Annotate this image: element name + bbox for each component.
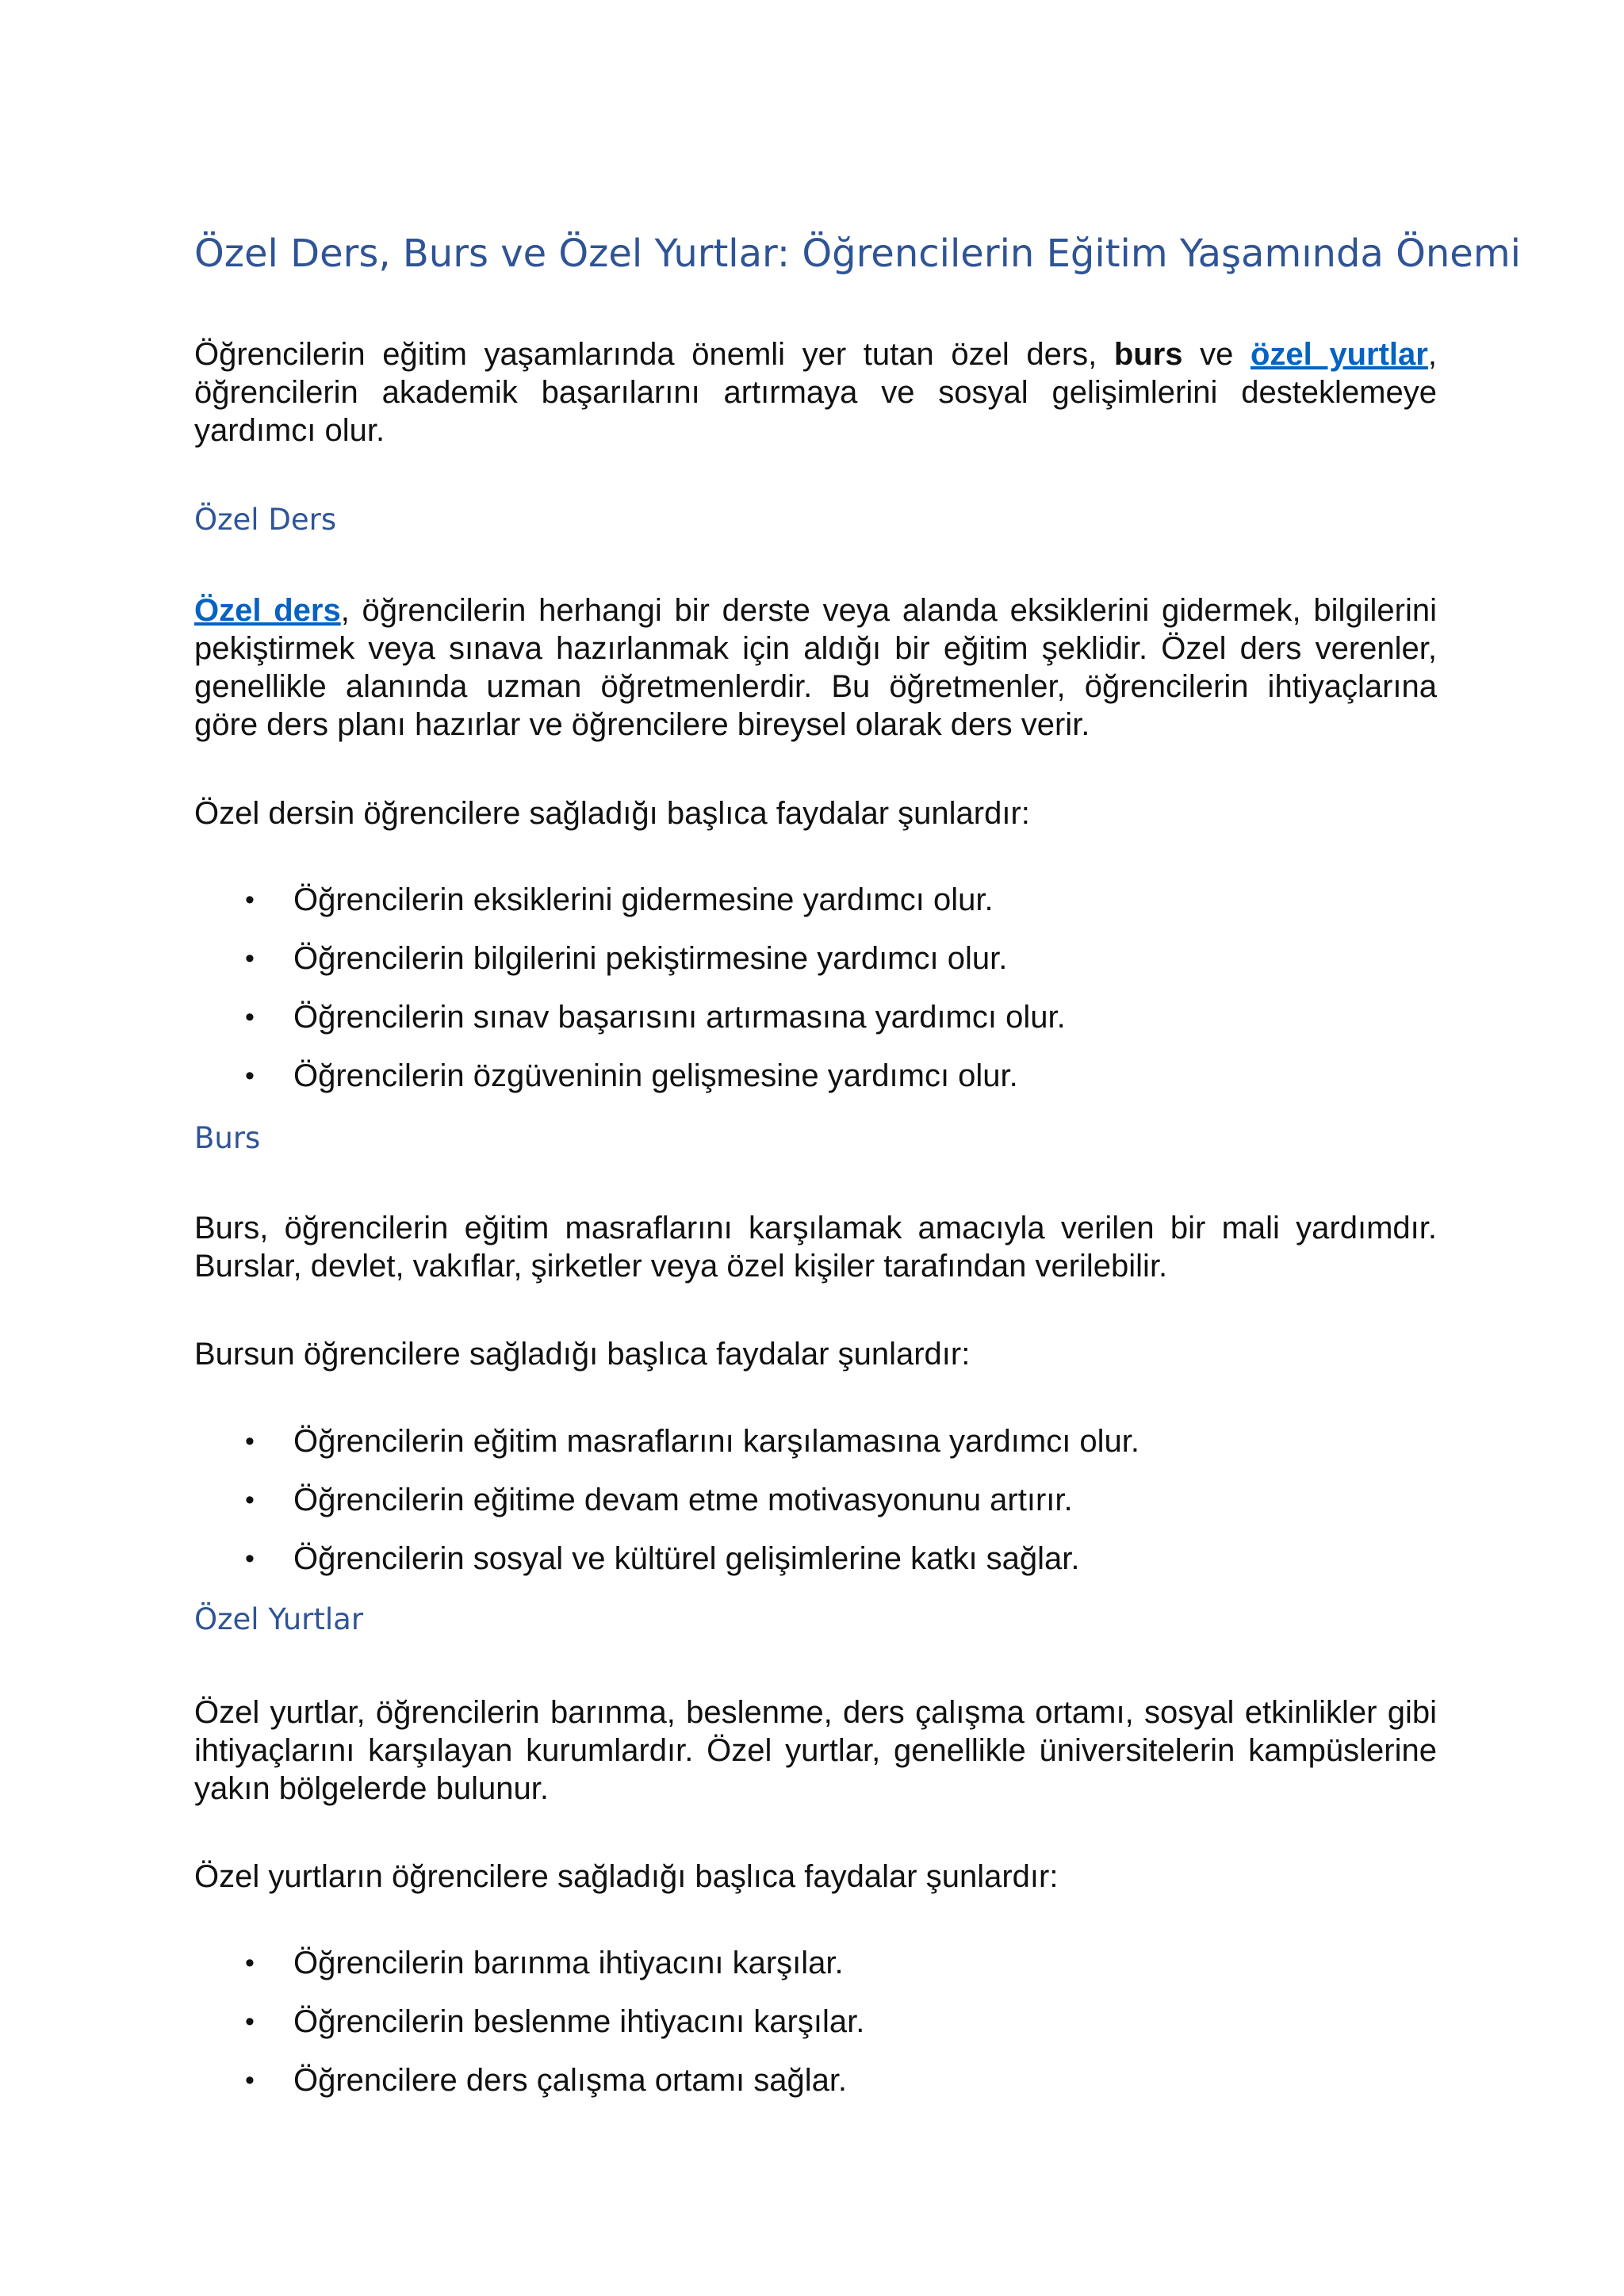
list-item-text: Öğrencilerin eksiklerini gidermesine yardımcı olur. (293, 882, 994, 917)
bullet-icon: • (245, 1544, 255, 1574)
list-item (194, 2061, 1437, 2120)
page-title: Özel Ders, Burs ve Özel Yurtlar: Öğrencilerin Eğitim Yaşamında Önemi (194, 232, 1521, 276)
intro-text-3: , öğrencilerin akademik başarılarını artırmaya ve sosyal gelişimlerini desteklemeye yardımcı olur. (194, 337, 1437, 448)
bullet-icon: • (245, 2065, 255, 2095)
list-item (194, 998, 1437, 1057)
list-item (194, 1944, 1437, 2003)
bullet-icon: • (245, 1426, 255, 1456)
bullet-icon: • (245, 943, 255, 974)
heading-ozel-ders: Özel Ders (194, 503, 337, 537)
intro-text-1: Öğrencilerin eğitim yaşamlarında önemli yer tutan özel ders, (194, 337, 1114, 372)
list-item (194, 1422, 1437, 1481)
ozel-yurtlar-link[interactable]: özel yurtlar (1250, 337, 1428, 372)
list-item (194, 881, 1437, 939)
intro-paragraph (194, 335, 1437, 450)
list-item (194, 2003, 1437, 2061)
ozel-ders-benefits-list (194, 881, 1437, 1115)
list-item (194, 1540, 1437, 1598)
list-item-text: Öğrencilerin özgüveninin gelişmesine yardımcı olur. (293, 1058, 1018, 1093)
ozel-ders-paragraph (194, 591, 1437, 744)
ozel-yurtlar-lead: Özel yurtların öğrencilere sağladığı başlıca faydalar şunlardır: (194, 1859, 1059, 1894)
bullet-icon: • (245, 1002, 255, 1032)
list-item-text: Öğrencilerin beslenme ihtiyacını karşılar. (293, 2004, 865, 2039)
list-item (194, 1057, 1437, 1115)
burs-paragraph: Burs, öğrencilerin eğitim masraflarını karşılamak amacıyla verilen bir mali yardımdır. Burslar, devlet, vakıflar, şirketler veya özel kişiler tarafından verilebilir. (194, 1211, 1437, 1284)
heading-burs: Burs (194, 1121, 261, 1155)
bullet-icon: • (245, 885, 255, 915)
ozel-ders-text: , öğrencilerin herhangi bir derste veya alanda eksiklerini gidermek, bilgilerini pekiştirmek veya sınava hazırlanmak için aldığı bir eğitim şeklidir. Özel ders verenler, genellikle alanında uzman öğretmenlerdir. Bu öğretmenler, öğrencilerin ihtiyaçlarına göre ders planı hazırlar ve öğrencilere bireysel olarak ders verir. (194, 593, 1437, 742)
ozel-ders-link[interactable]: Özel ders (194, 593, 341, 628)
burs-lead: Bursun öğrencilere sağladığı başlıca faydalar şunlardır: (194, 1337, 971, 1372)
intro-bold-burs: burs (1113, 337, 1183, 372)
ozel-ders-lead: Özel dersin öğrencilere sağladığı başlıca faydalar şunlardır: (194, 796, 1030, 831)
list-item-text: Öğrencilerin bilgilerini pekiştirmesine yardımcı olur. (293, 941, 1008, 976)
ozel-yurtlar-paragraph: Özel yurtlar, öğrencilerin barınma, beslenme, ders çalışma ortamı, sosyal etkinlikler gibi ihtiyaçlarını karşılayan kurumlardır. Özel yurtlar, genellikle üniversitelerin kampüslerine yakın bölgelerde bulunur. (194, 1695, 1437, 1806)
intro-text-2: ve (1182, 337, 1251, 372)
list-item-text: Öğrencilerin sınav başarısını artırmasına yardımcı olur. (293, 1000, 1066, 1035)
list-item-text: Öğrencilerin barınma ihtiyacını karşılar. (293, 1946, 844, 1980)
list-item (194, 939, 1437, 998)
bullet-icon: • (245, 1485, 255, 1515)
list-item-text: Öğrencilerin sosyal ve kültürel gelişimlerine katkı sağlar. (293, 1541, 1080, 1576)
list-item (194, 1481, 1437, 1540)
heading-ozel-yurtlar: Özel Yurtlar (194, 1602, 364, 1636)
bullet-icon: • (245, 1061, 255, 1091)
list-item-text: Öğrencilerin eğitim masraflarını karşılamasına yardımcı olur. (293, 1424, 1140, 1459)
list-item-text: Öğrencilere ders çalışma ortamı sağlar. (293, 2063, 848, 2098)
burs-benefits-list (194, 1422, 1437, 1598)
ozel-yurtlar-benefits-list (194, 1944, 1437, 2120)
bullet-icon: • (245, 1948, 255, 1978)
bullet-icon: • (245, 2007, 255, 2037)
list-item-text: Öğrencilerin eğitime devam etme motivasyonunu artırır. (293, 1483, 1073, 1517)
